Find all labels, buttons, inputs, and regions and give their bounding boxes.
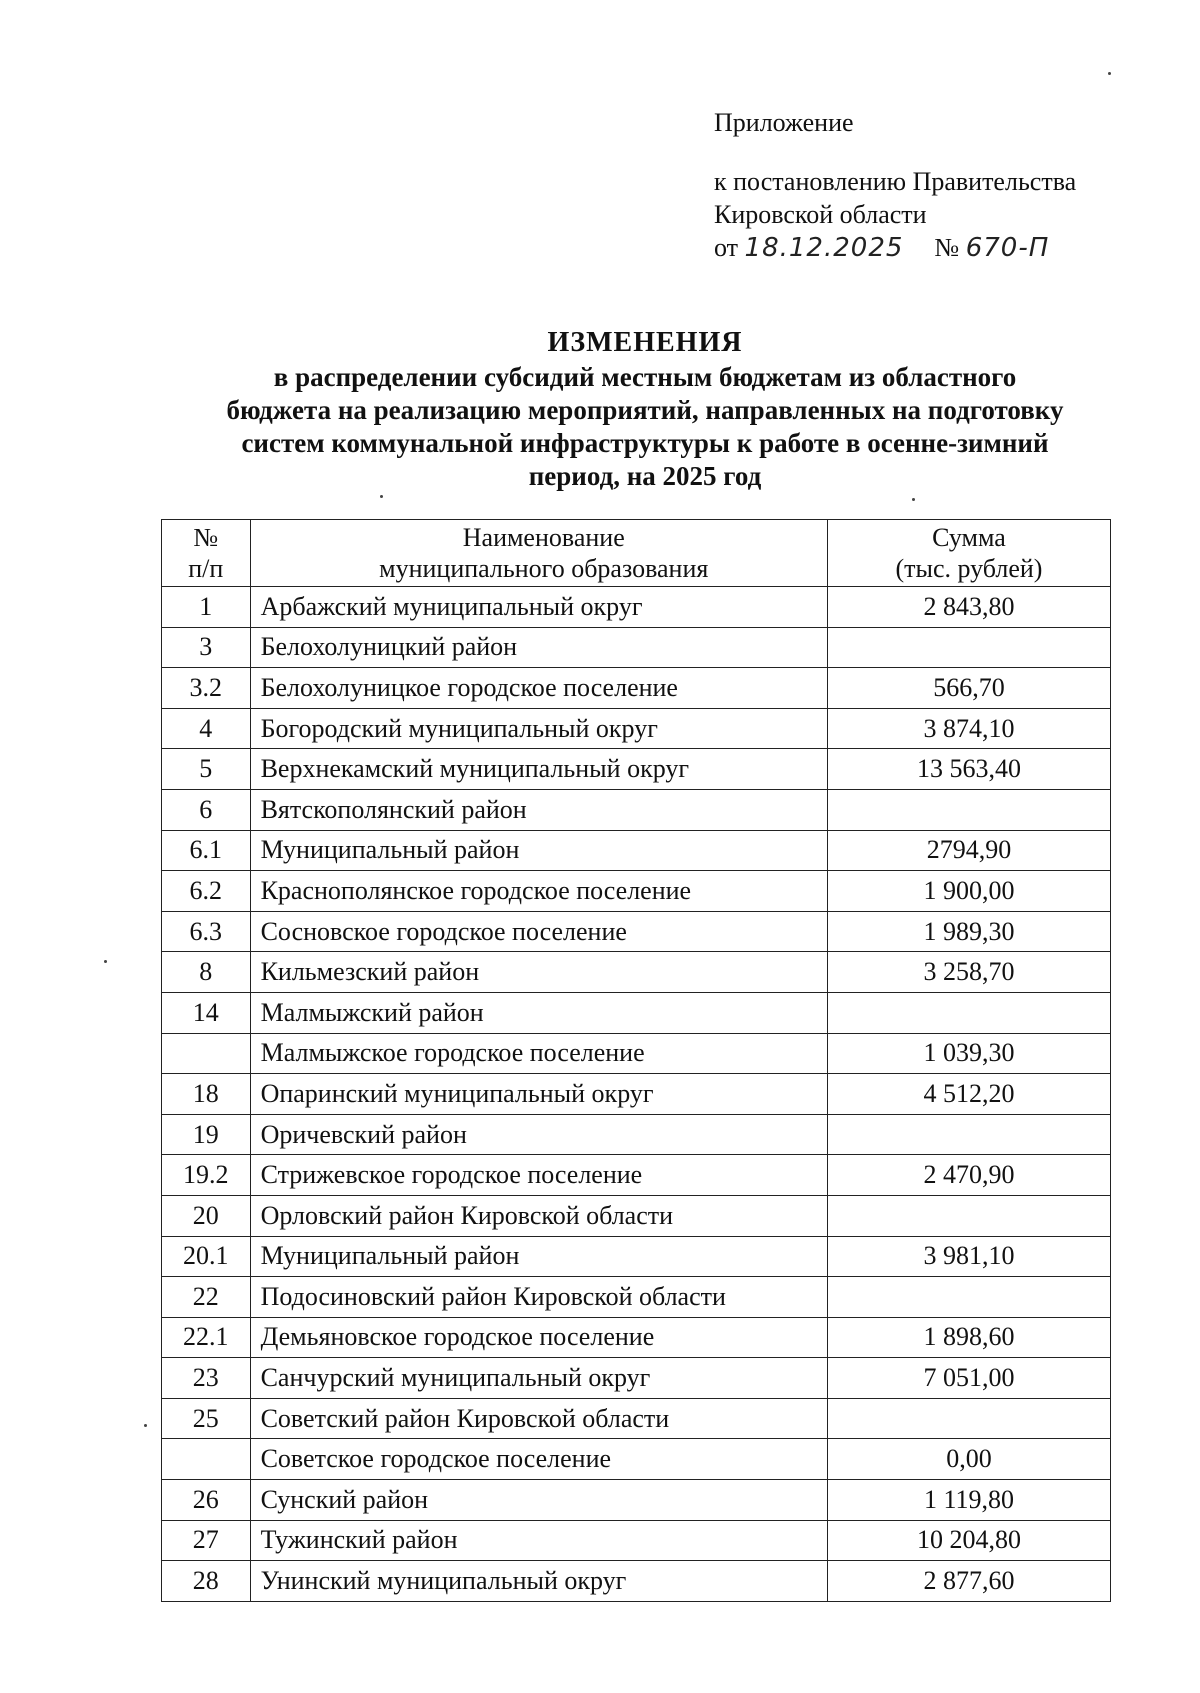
row-number-cell: 18 <box>162 1074 251 1115</box>
row-name-cell: Орловский район Кировской области <box>250 1195 827 1236</box>
row-number-cell <box>162 1439 251 1480</box>
table-row <box>162 1114 1111 1155</box>
table-row <box>162 911 1111 952</box>
table-row <box>162 1236 1111 1277</box>
number-prefix: № <box>934 233 960 262</box>
row-sum-cell: 3 258,70 <box>827 952 1110 993</box>
row-number-cell: 20.1 <box>162 1236 251 1277</box>
row-number-cell: 26 <box>162 1480 251 1521</box>
row-name-cell: Богородский муниципальный округ <box>250 708 827 749</box>
table-row <box>162 1195 1111 1236</box>
row-name-cell: Сосновское городское поселение <box>250 911 827 952</box>
row-sum-cell: 10 204,80 <box>827 1520 1110 1561</box>
scan-speck <box>1108 72 1111 75</box>
row-sum-cell: 566,70 <box>827 668 1110 709</box>
row-name-cell: Муниципальный район <box>250 830 827 871</box>
row-number-cell: 27 <box>162 1520 251 1561</box>
row-number-cell: 6 <box>162 789 251 830</box>
row-sum-cell: 2 877,60 <box>827 1561 1110 1602</box>
row-name-cell: Стрижевское городское поселение <box>250 1155 827 1196</box>
table-header-row <box>162 520 1111 587</box>
row-sum-cell: 1 989,30 <box>827 911 1110 952</box>
document-title <box>150 326 1140 493</box>
row-name-cell: Белохолуницкий район <box>250 627 827 668</box>
scan-speck <box>144 1424 147 1427</box>
row-sum-cell: 2794,90 <box>827 830 1110 871</box>
row-name-cell: Кильмезский район <box>250 952 827 993</box>
row-number-cell: 22.1 <box>162 1317 251 1358</box>
title-line-2: бюджета на реализацию мероприятий, направленных на подготовку <box>226 395 1064 425</box>
row-sum-cell: 1 900,00 <box>827 871 1110 912</box>
table-body <box>162 587 1111 1602</box>
row-sum-cell: 4 512,20 <box>827 1074 1110 1115</box>
row-name-cell: Вятскополянский район <box>250 789 827 830</box>
table-row <box>162 668 1111 709</box>
table-row <box>162 1155 1111 1196</box>
row-number-cell: 6.1 <box>162 830 251 871</box>
handwritten-number: 670-П <box>965 233 1050 263</box>
row-sum-cell: 3 981,10 <box>827 1236 1110 1277</box>
row-number-cell: 8 <box>162 952 251 993</box>
table-row <box>162 1317 1111 1358</box>
row-sum-cell: 2 843,80 <box>827 587 1110 628</box>
title-main: ИЗМЕНЕНИЯ <box>547 327 743 358</box>
row-number-cell: 19.2 <box>162 1155 251 1196</box>
row-name-cell: Демьяновское городское поселение <box>250 1317 827 1358</box>
row-sum-cell <box>827 1398 1110 1439</box>
resolution-line: к постановлению Правительства <box>714 167 1077 196</box>
table-row <box>162 1358 1111 1399</box>
row-sum-cell: 1 039,30 <box>827 1033 1110 1074</box>
row-name-cell: Малмыжское городское поселение <box>250 1033 827 1074</box>
row-number-cell: 4 <box>162 708 251 749</box>
row-sum-cell: 1 119,80 <box>827 1480 1110 1521</box>
title-line-1: в распределении субсидий местным бюджетам из областного <box>273 362 1017 392</box>
table-row <box>162 1439 1111 1480</box>
row-sum-cell <box>827 992 1110 1033</box>
row-number-cell: 23 <box>162 1358 251 1399</box>
row-number-cell <box>162 1033 251 1074</box>
row-sum-cell <box>827 1195 1110 1236</box>
column-header-name: Наименование муниципального образования <box>250 520 827 587</box>
row-number-cell: 6.3 <box>162 911 251 952</box>
row-name-cell: Советское городское поселение <box>250 1439 827 1480</box>
table-row <box>162 708 1111 749</box>
table-row <box>162 1520 1111 1561</box>
table-row <box>162 1480 1111 1521</box>
row-name-cell: Муниципальный район <box>250 1236 827 1277</box>
date-prefix: от <box>714 233 739 262</box>
row-number-cell: 19 <box>162 1114 251 1155</box>
title-line-3: систем коммунальной инфраструктуры к работе в осенне-зимний <box>241 428 1049 458</box>
row-name-cell: Арбажский муниципальный округ <box>250 587 827 628</box>
row-sum-cell: 1 898,60 <box>827 1317 1110 1358</box>
row-name-cell: Санчурский муниципальный округ <box>250 1358 827 1399</box>
row-name-cell: Опаринский муниципальный округ <box>250 1074 827 1115</box>
row-name-cell: Советский район Кировской области <box>250 1398 827 1439</box>
table-row <box>162 1561 1111 1602</box>
table-row <box>162 871 1111 912</box>
title-line-4: период, на 2025 год <box>528 461 762 491</box>
row-sum-cell: 0,00 <box>827 1439 1110 1480</box>
row-number-cell: 22 <box>162 1277 251 1318</box>
row-sum-cell <box>827 789 1110 830</box>
appendix-label: Приложение <box>714 108 854 137</box>
table-row <box>162 1398 1111 1439</box>
row-name-cell: Подосиновский район Кировской области <box>250 1277 827 1318</box>
table-row <box>162 1074 1111 1115</box>
table-row <box>162 627 1111 668</box>
row-number-cell: 14 <box>162 992 251 1033</box>
row-number-cell: 3 <box>162 627 251 668</box>
table-row <box>162 587 1111 628</box>
row-sum-cell: 7 051,00 <box>827 1358 1110 1399</box>
row-number-cell: 3.2 <box>162 668 251 709</box>
column-header-sum: Сумма (тыс. рублей) <box>827 520 1110 587</box>
row-number-cell: 20 <box>162 1195 251 1236</box>
column-header-number: № п/п <box>162 520 251 587</box>
row-name-cell: Верхнекамский муниципальный округ <box>250 749 827 790</box>
row-name-cell: Белохолуницкое городское поселение <box>250 668 827 709</box>
row-number-cell: 25 <box>162 1398 251 1439</box>
row-name-cell: Сунский район <box>250 1480 827 1521</box>
row-number-cell: 5 <box>162 749 251 790</box>
region-line: Кировской области <box>714 200 927 229</box>
row-number-cell: 1 <box>162 587 251 628</box>
table-row <box>162 749 1111 790</box>
row-sum-cell <box>827 627 1110 668</box>
row-name-cell: Тужинский район <box>250 1520 827 1561</box>
scan-speck <box>104 960 107 963</box>
row-sum-cell: 2 470,90 <box>827 1155 1110 1196</box>
table-row <box>162 992 1111 1033</box>
table-row <box>162 1033 1111 1074</box>
row-name-cell: Малмыжский район <box>250 992 827 1033</box>
table-row <box>162 830 1111 871</box>
appendix-header <box>714 106 1076 265</box>
row-sum-cell: 3 874,10 <box>827 708 1110 749</box>
row-sum-cell <box>827 1114 1110 1155</box>
row-number-cell: 6.2 <box>162 871 251 912</box>
row-number-cell: 28 <box>162 1561 251 1602</box>
row-name-cell: Оричевский район <box>250 1114 827 1155</box>
date-number-line <box>714 231 1076 265</box>
row-name-cell: Унинский муниципальный округ <box>250 1561 827 1602</box>
row-name-cell: Краснополянское городское поселение <box>250 871 827 912</box>
scan-speck <box>912 498 915 501</box>
row-sum-cell: 13 563,40 <box>827 749 1110 790</box>
scan-speck <box>380 495 383 498</box>
table-row <box>162 789 1111 830</box>
table-row <box>162 952 1111 993</box>
handwritten-date: 18.12.2025 <box>744 233 904 263</box>
row-sum-cell <box>827 1277 1110 1318</box>
distribution-table <box>161 519 1111 1602</box>
table-row <box>162 1277 1111 1318</box>
